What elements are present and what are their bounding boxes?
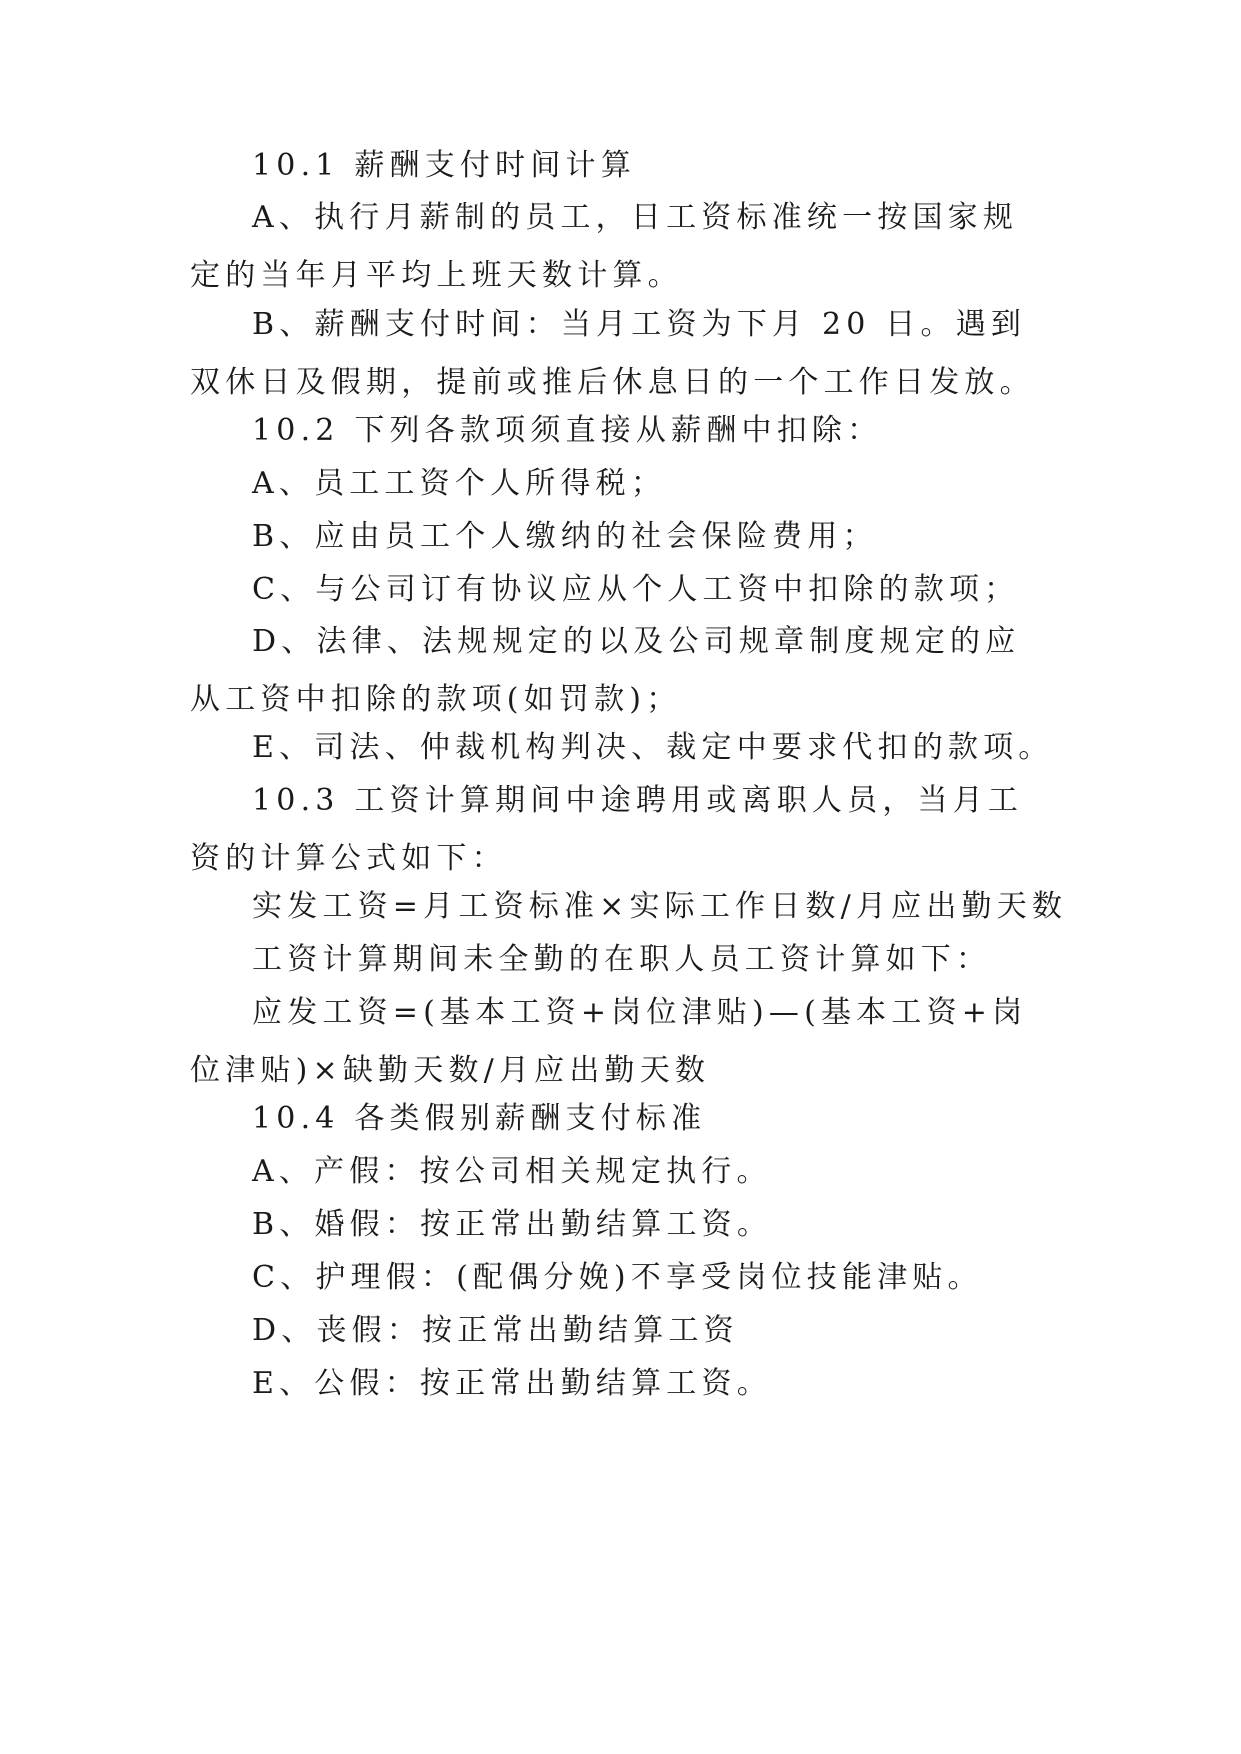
paragraph-10-2-a: A、员工工资个人所得税；: [252, 466, 667, 501]
paragraph-10-4-d: D、丧假：按正常出勤结算工资: [252, 1313, 739, 1348]
paragraph-10-1-a: A、执行月薪制的员工，日工资标准统一按国家规定的当年月平均上班天数计算。: [190, 200, 1019, 293]
paragraph-10-4-c: C、护理假：(配偶分娩)不享受岗位技能津贴。: [252, 1260, 983, 1295]
formula-actual-pay: 实发工资=月工资标准×实际工作日数/月应出勤天数: [252, 889, 1068, 924]
paragraph-10-3-note: 工资计算期间未全勤的在职人员工资计算如下：: [252, 942, 992, 977]
paragraph-10-4-a: A、产假：按公司相关规定执行。: [252, 1154, 772, 1189]
section-heading-10-1: 10.1 薪酬支付时间计算: [252, 148, 636, 183]
paragraph-10-4-e: E、公假：按正常出勤结算工资。: [252, 1366, 772, 1401]
paragraph-10-2-b: B、应由员工个人缴纳的社会保险费用；: [252, 519, 878, 554]
paragraph-10-1-b: B、薪酬支付时间：当月工资为下月 20 日。遇到双休日及假期，提前或推后休息日的一个工作日发放。: [190, 307, 1035, 400]
paragraph-10-2-e: E、司法、仲裁机构判决、裁定中要求代扣的款项。: [252, 730, 1054, 765]
paragraph-10-4-b: B、婚假：按正常出勤结算工资。: [252, 1207, 773, 1242]
section-heading-10-3: 10.3 工资计算期间中途聘用或离职人员，当月工资的计算公式如下：: [190, 783, 1024, 876]
paragraph-10-2-c: C、与公司订有协议应从个人工资中扣除的款项；: [252, 572, 1020, 607]
section-heading-10-2: 10.2 下列各款项须直接从薪酬中扣除：: [252, 413, 883, 448]
formula-payable-pay: 应发工资=(基本工资+岗位津贴)—(基本工资+岗位津贴)×缺勤天数/月应出勤天数: [190, 995, 1028, 1088]
section-heading-10-4: 10.4 各类假别薪酬支付标准: [252, 1101, 707, 1136]
paragraph-10-2-d: D、法律、法规规定的以及公司规章制度规定的应从工资中扣除的款项(如罚款)；: [190, 624, 1021, 717]
